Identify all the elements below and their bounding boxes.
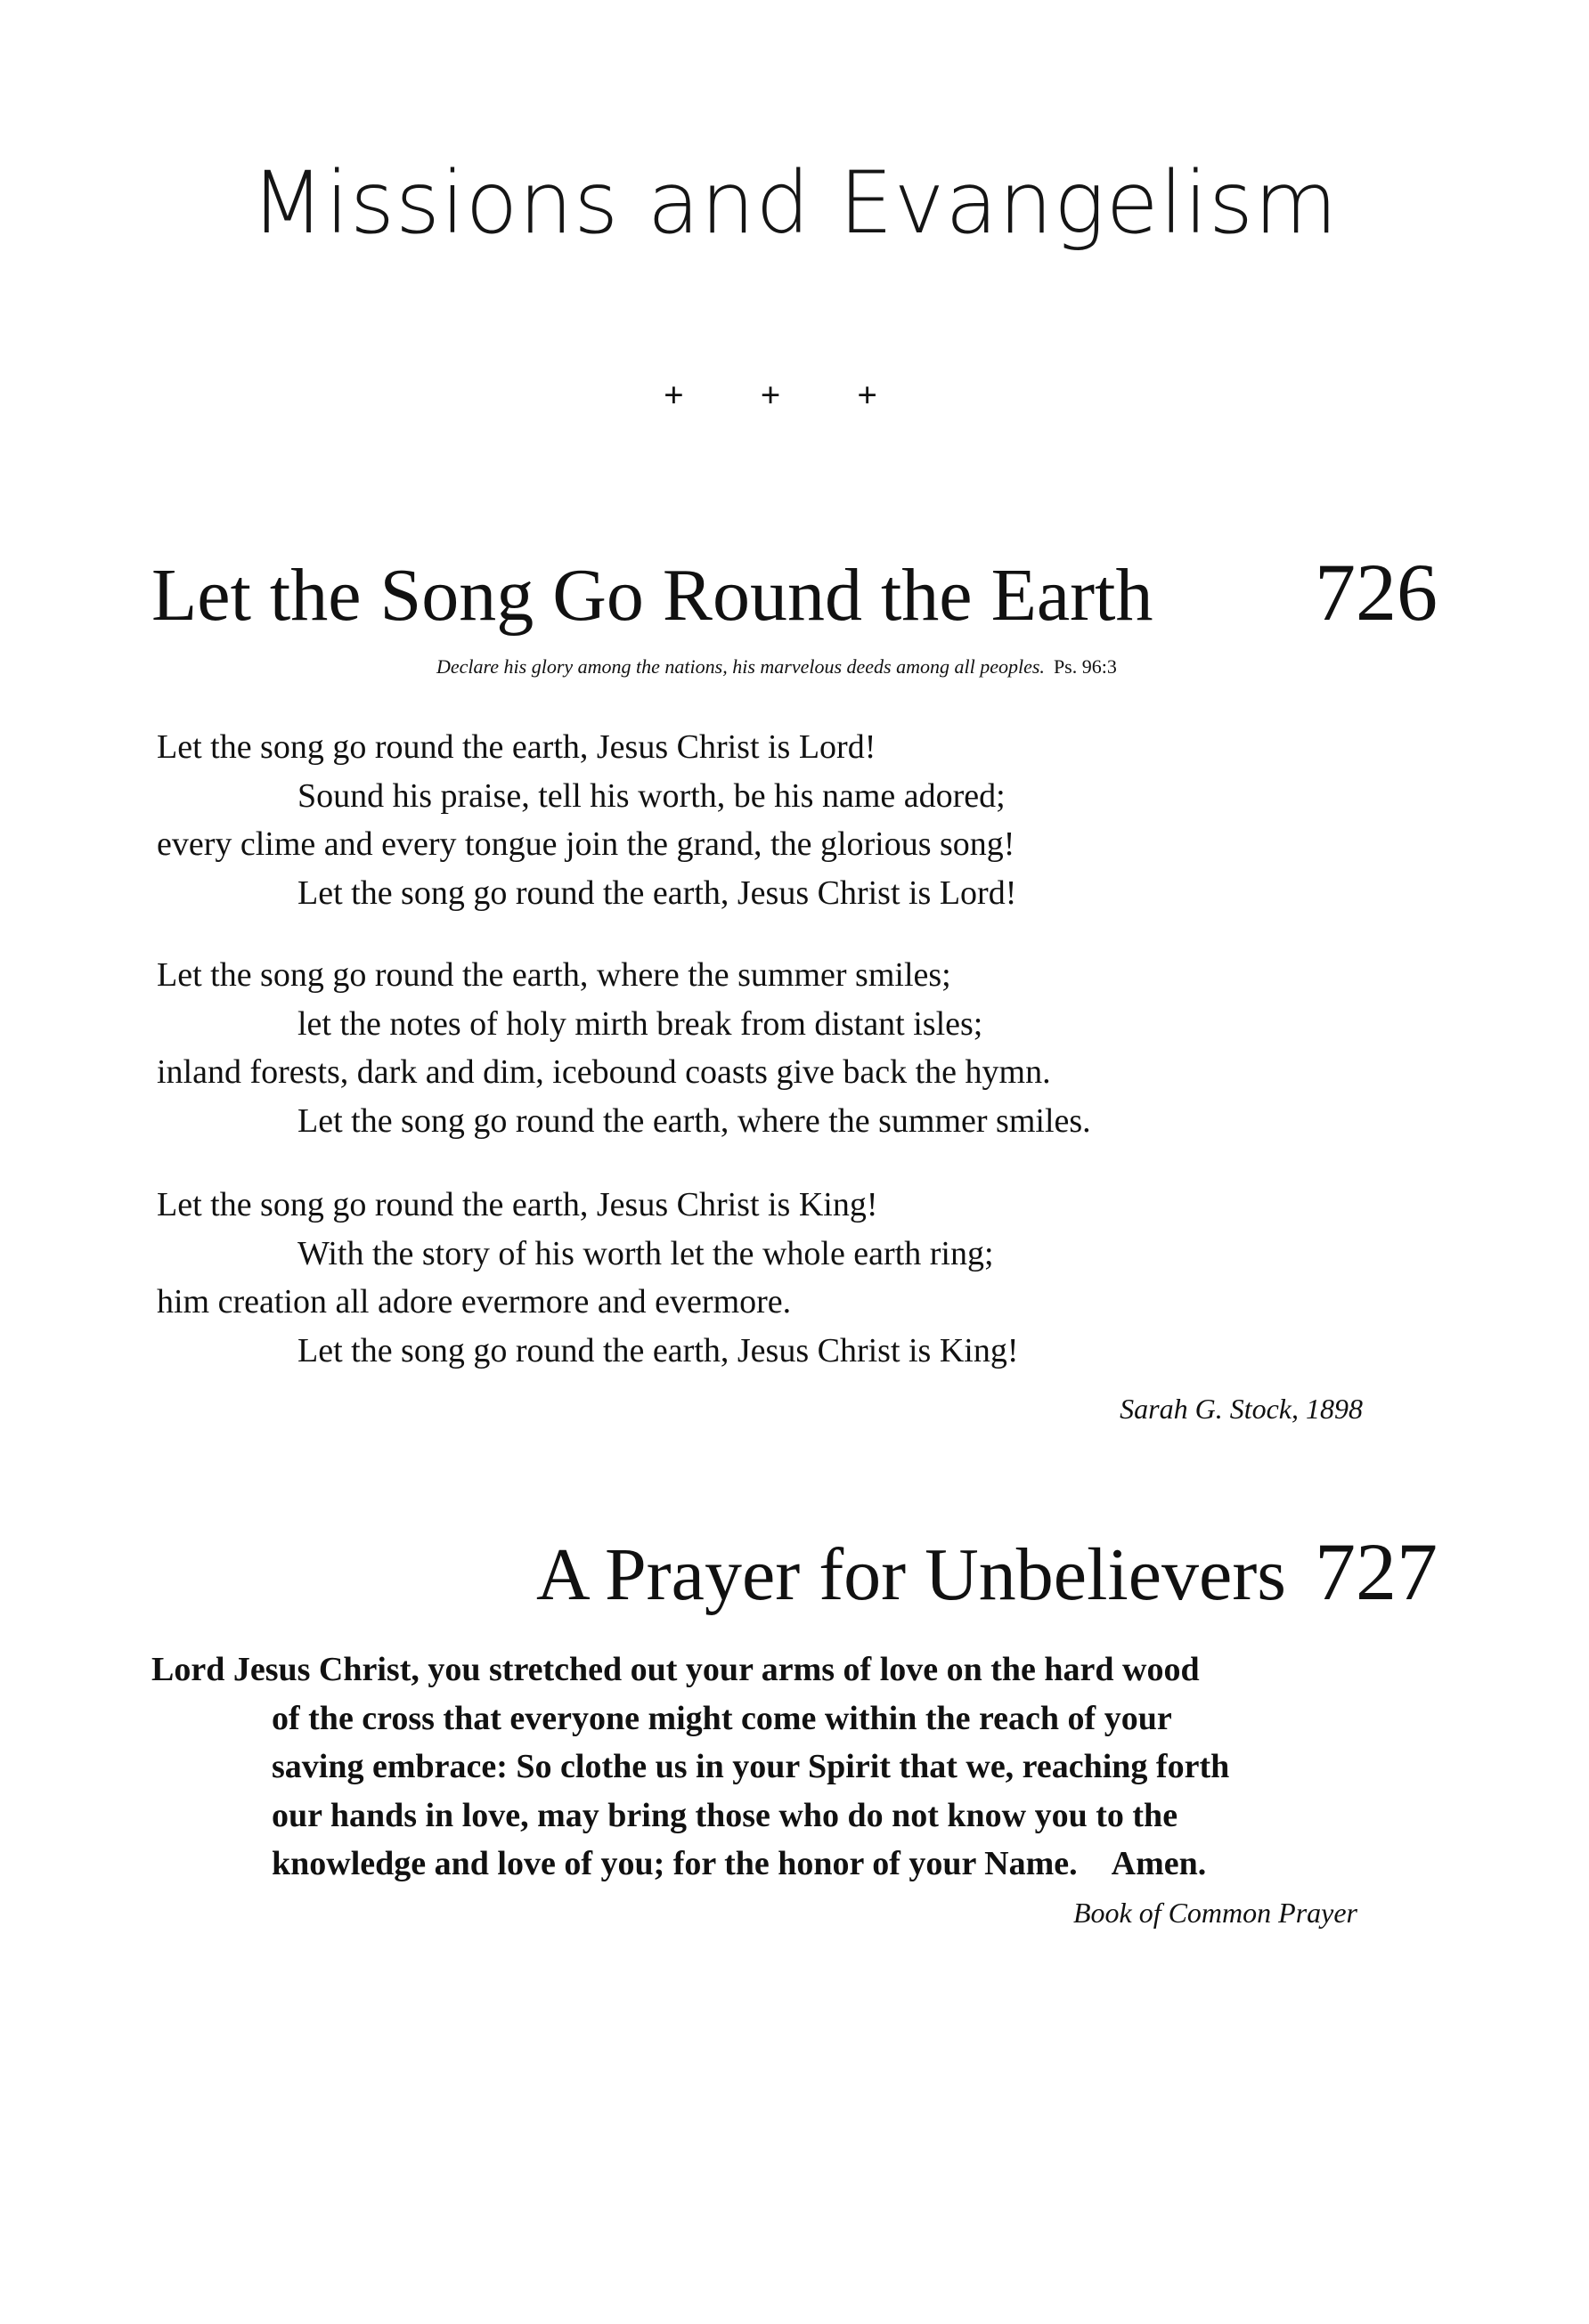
ornament-divider <box>664 374 877 416</box>
verse-line: Let the song go round the earth, where the summer smiles. <box>297 1101 1091 1140</box>
prayer-line: our hands in love, may bring those who do not know you to the <box>272 1796 1178 1834</box>
prayer-line-last <box>151 1840 1398 1889</box>
prayer-text <box>151 1645 1398 1889</box>
prayer-line: saving embrace: So clothe us in your Spirit that we, reaching forth <box>272 1748 1230 1785</box>
prayer-727-heading <box>151 1524 1438 1619</box>
verse-line: Sound his praise, tell his worth, be his name adored; <box>297 776 1006 815</box>
section-title: Missions and Evangelism <box>250 153 1339 253</box>
hymn-title: Let the Song Go Round the Earth <box>151 554 1153 637</box>
prayer-number: 727 <box>1315 1526 1438 1617</box>
amen: Amen. <box>1111 1845 1207 1882</box>
verse-line: let the notes of holy mirth break from distant isles; <box>297 1004 983 1043</box>
verse-line: Let the song go round the earth, Jesus Christ is King! <box>297 1331 1019 1369</box>
hymn-726-heading <box>151 545 1438 639</box>
prayer-line: of the cross that everyone might come within the reach of your <box>272 1699 1172 1737</box>
verse-line: Let the song go round the earth, Jesus Christ is King! <box>157 1186 878 1223</box>
hymn-attribution: Sarah G. Stock, 1898 <box>1120 1393 1363 1425</box>
prayer-line: knowledge and love of you; for the honor of your Name. <box>272 1845 1078 1882</box>
stanza-1 <box>157 723 1439 917</box>
verse-line: inland forests, dark and dim, icebound coasts give back the hymn. <box>157 1053 1051 1091</box>
verse-line: Let the song go round the earth, Jesus Christ is Lord! <box>157 728 876 766</box>
stanza-2 <box>157 951 1439 1145</box>
scripture-epigraph <box>436 655 1117 679</box>
verse-line: him creation all adore evermore and evermore. <box>157 1283 792 1320</box>
prayer-title: A Prayer for Unbelievers <box>535 1533 1286 1616</box>
hymn-number: 726 <box>1315 547 1438 638</box>
prayer-line: Lord Jesus Christ, you stretched out your arms of love on the hard wood <box>151 1651 1200 1688</box>
verse-line: Let the song go round the earth, Jesus Christ is Lord! <box>297 874 1017 912</box>
epigraph-reference: Ps. 96:3 <box>1053 655 1117 678</box>
stanza-3 <box>157 1181 1439 1375</box>
verse-line: With the story of his worth let the whole earth ring; <box>297 1234 994 1272</box>
cross-icon: + <box>857 375 877 415</box>
cross-icon: + <box>760 375 781 415</box>
prayer-attribution: Book of Common Prayer <box>1072 1897 1357 1929</box>
cross-icon: + <box>664 375 684 415</box>
epigraph-text: Declare his glory among the nations, his marvelous deeds among all peoples. <box>436 655 1045 678</box>
verse-line: Let the song go round the earth, where the summer smiles; <box>157 956 951 994</box>
verse-line: every clime and every tongue join the grand, the glorious song! <box>157 825 1015 863</box>
